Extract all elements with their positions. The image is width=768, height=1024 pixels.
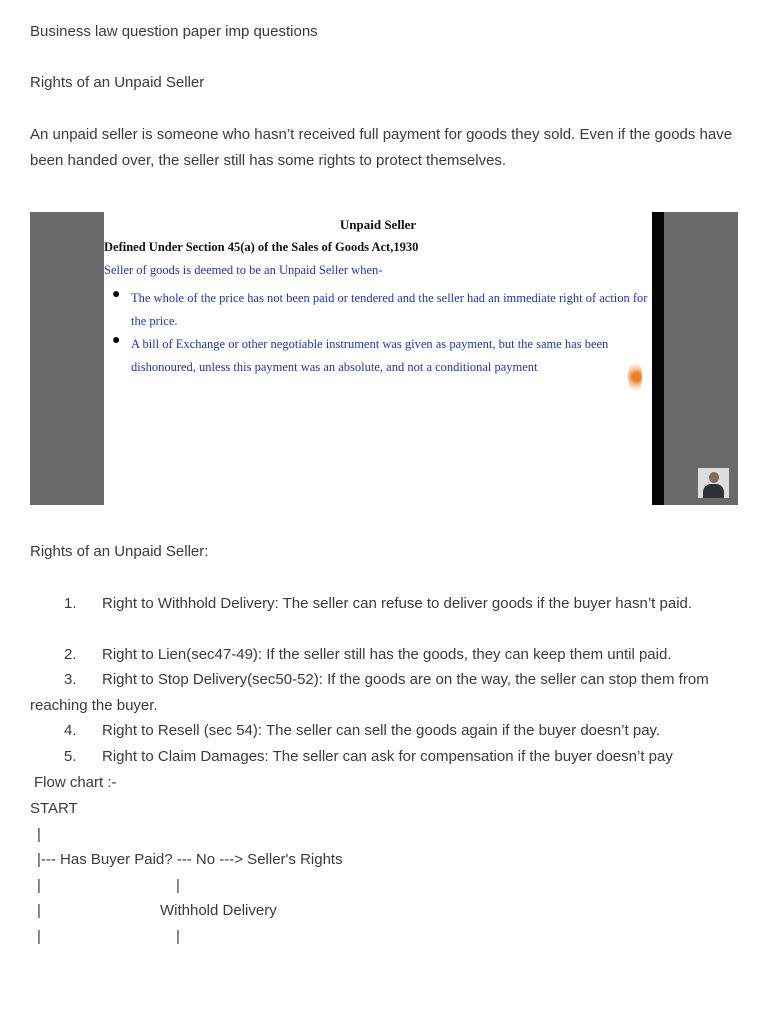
slide-definition: Defined Under Section 45(a) of the Sales of Goods Act,1930 — [104, 240, 419, 254]
pointer-highlight-icon — [628, 360, 642, 394]
list-item — [30, 667, 740, 719]
list-item — [30, 744, 740, 770]
list-text: Right to Withhold Delivery: The seller can refuse to deliver goods if the buyer hasn’t paid. — [102, 595, 693, 612]
bullet-icon: ● — [112, 333, 121, 348]
presenter-avatar — [698, 468, 729, 498]
list-number: 5. — [64, 748, 77, 765]
slide-divider — [652, 212, 664, 505]
list-item — [30, 591, 740, 617]
flow-start: START — [30, 800, 78, 817]
list-number: 2. — [64, 646, 77, 663]
rights-heading: Rights of an Unpaid Seller: — [30, 543, 209, 560]
flow-node-withhold-delivery: Withhold Delivery — [160, 902, 277, 919]
flow-branch: |--- Has Buyer Paid? --- No ---> Seller's Rights — [37, 851, 343, 868]
section-title: Rights of an Unpaid Seller — [30, 74, 205, 91]
flow-chart-label: Flow chart :- — [34, 774, 117, 791]
list-item — [30, 642, 740, 668]
list-number: 1. — [64, 595, 77, 612]
slide-screenshot — [30, 212, 738, 505]
list-text: Right to Resell (sec 54): The seller can sell the goods again if the buyer doesn’t pay. — [102, 722, 661, 739]
slide-sheet — [104, 212, 652, 505]
bullet-icon: ● — [112, 287, 121, 302]
list-text: Right to Lien(sec47-49): If the seller still has the goods, they can keep them until paid. — [102, 646, 672, 663]
list-text: Right to Claim Damages: The seller can ask for compensation if the buyer doesn’t pay — [102, 748, 673, 765]
slide-title: Unpaid Seller — [339, 217, 417, 232]
document-heading: Business law question paper imp questions — [30, 23, 318, 40]
flow-connector: | — [176, 928, 180, 945]
slide-bullet-text: A bill of Exchange or other negotiable instrument was given as payment, but the same has been dishonoured, unless this payment was an absolute, and not a conditional payment — [131, 337, 609, 374]
slide-lead: Seller of goods is deemed to be an Unpaid Seller when- — [104, 263, 383, 277]
flow-connector: | — [37, 877, 41, 894]
slide-bullet-text: The whole of the price has not been paid or tendered and the seller had an immediate right of action for the price. — [131, 291, 648, 328]
list-text: Right to Stop Delivery(sec50-52): If the goods are on the way, the seller can stop them from reaching the buyer. — [30, 671, 709, 714]
flow-connector: | — [37, 928, 41, 945]
flow-connector: | — [37, 902, 41, 919]
list-number: 3. — [64, 671, 77, 688]
list-item — [30, 718, 740, 744]
flow-connector: | — [176, 877, 180, 894]
list-number: 4. — [64, 722, 77, 739]
intro-paragraph: An unpaid seller is someone who hasn’t received full payment for goods they sold. Even if the goods have been handed over, the seller still has some rights to protect themselves. — [30, 126, 733, 169]
flow-connector: | — [37, 826, 41, 843]
